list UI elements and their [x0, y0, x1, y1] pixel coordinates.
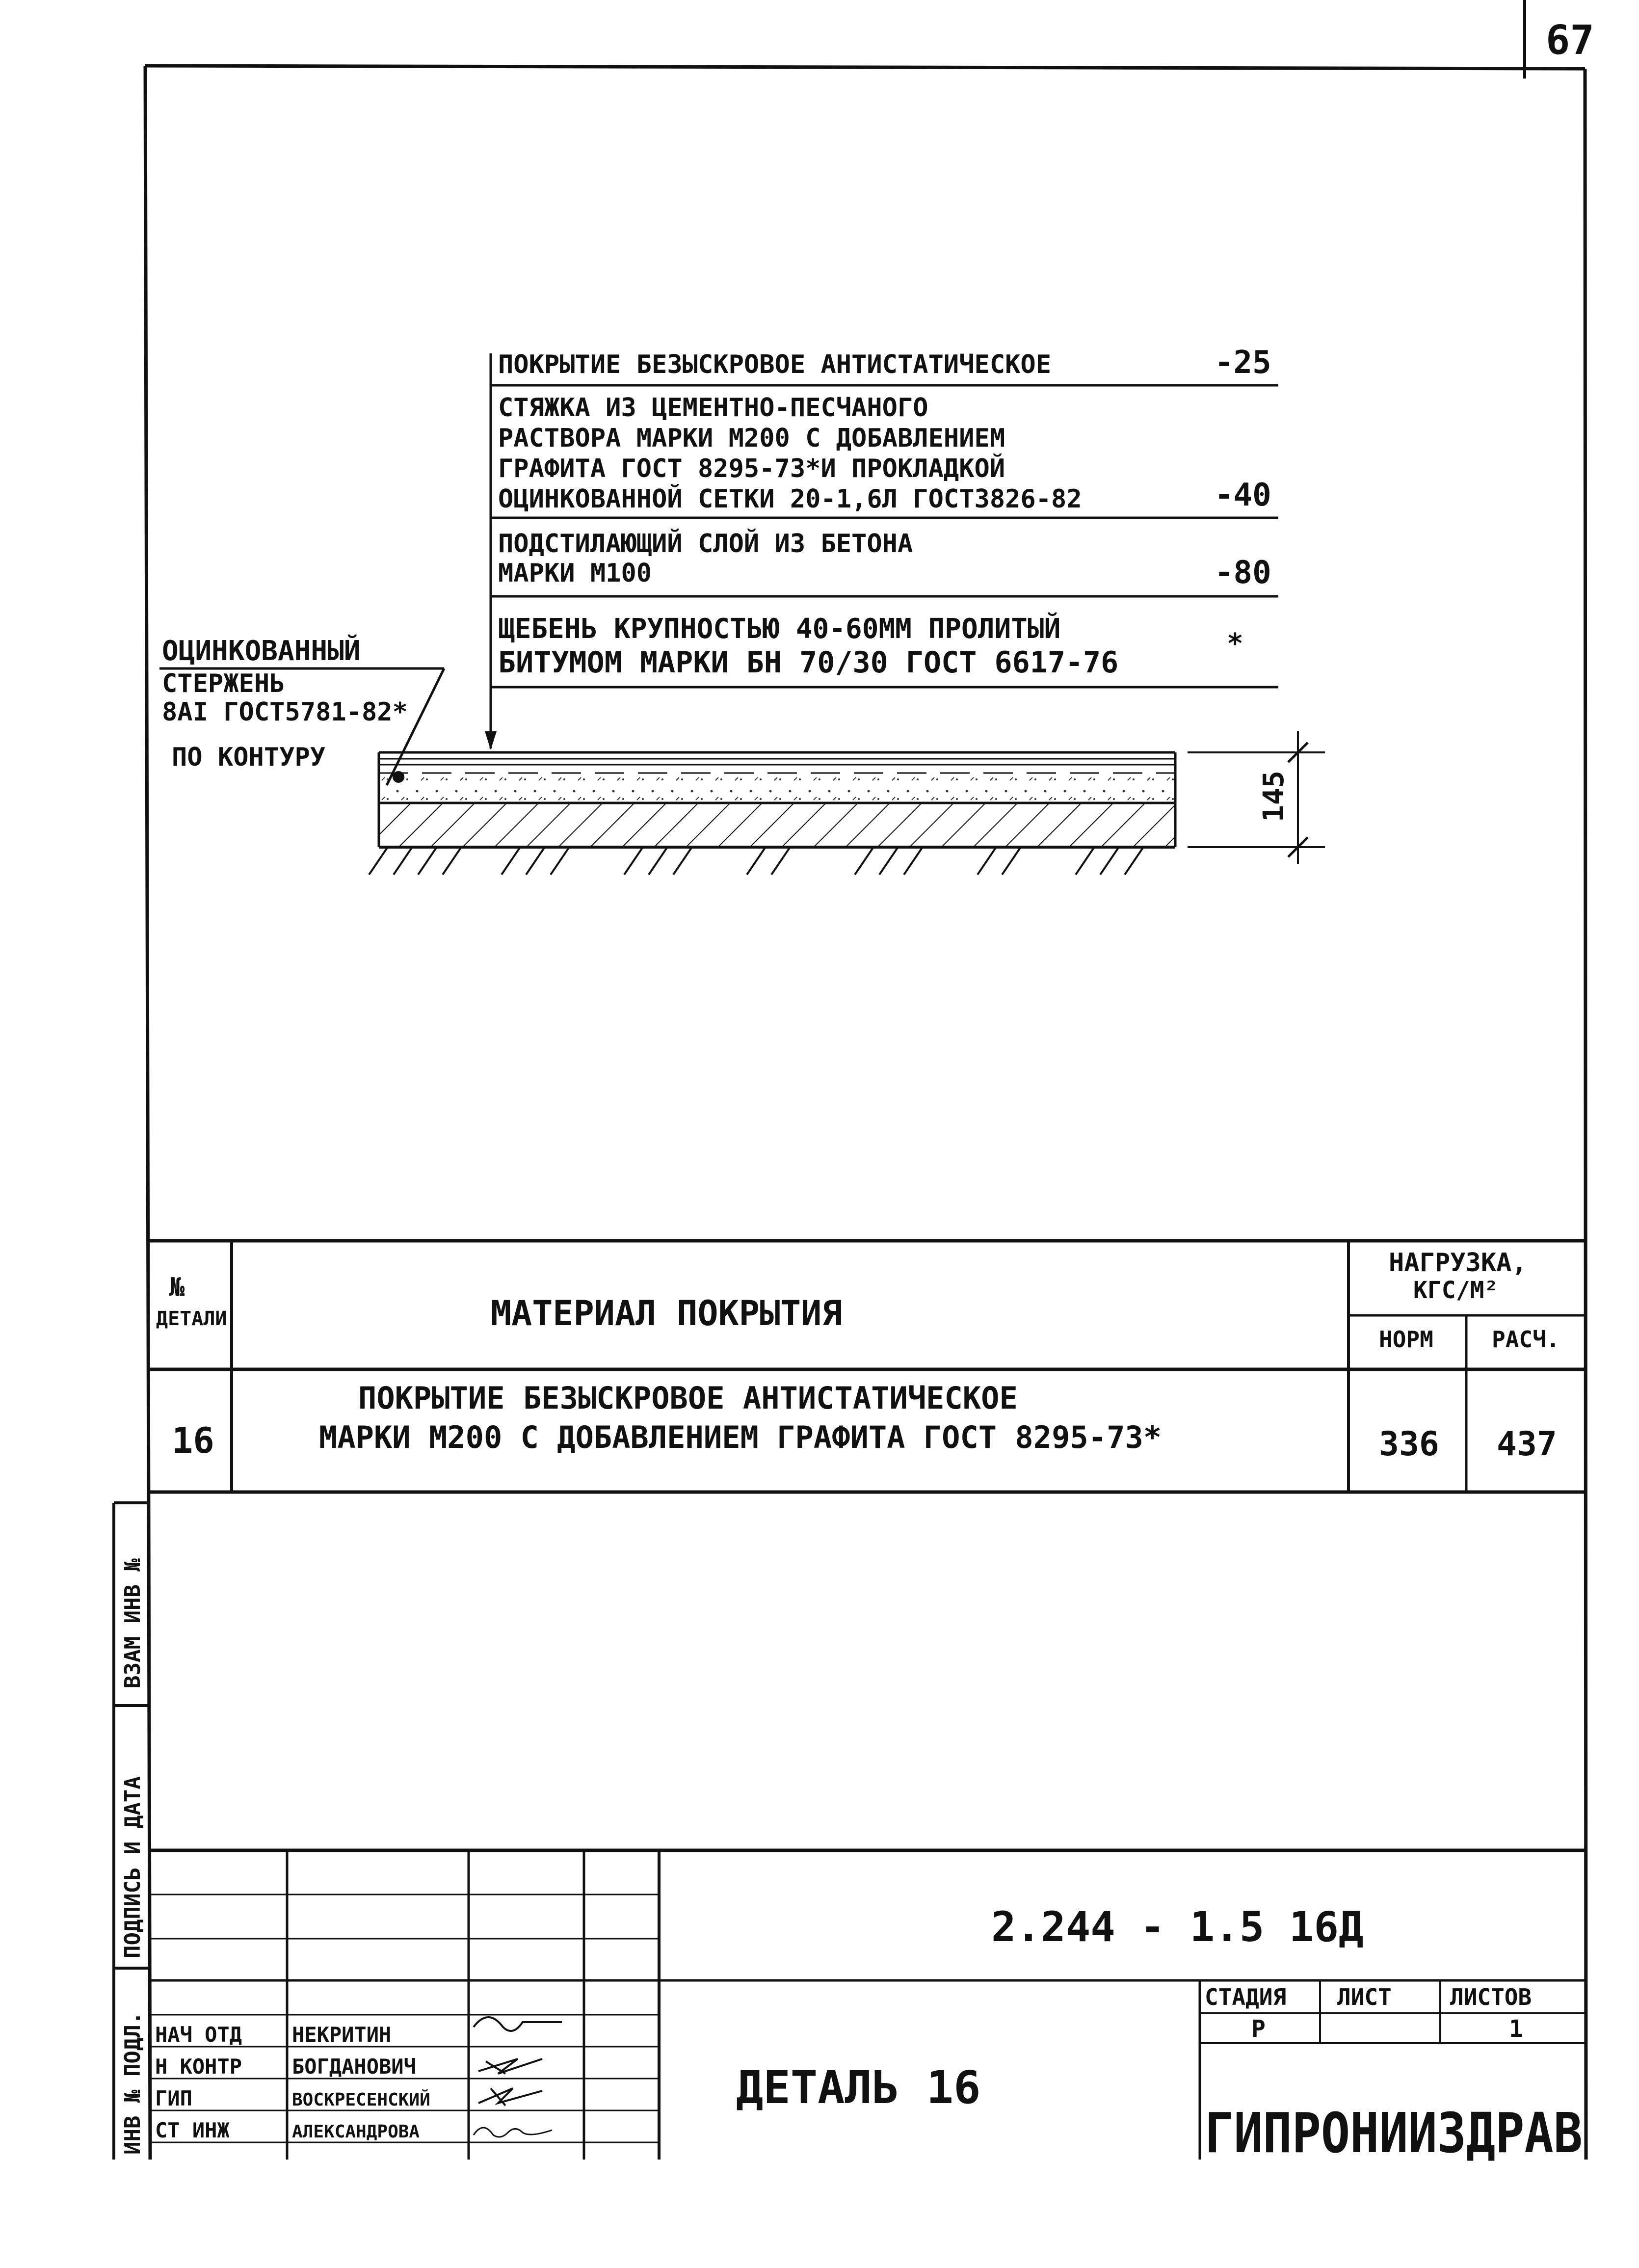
- row-calc: 437: [1497, 1425, 1557, 1464]
- layer-3-line-2: МАРКИ М100: [498, 559, 652, 588]
- col-load-line-1: НАГРУЗКА,: [1389, 1248, 1527, 1278]
- drawing-frame: [145, 66, 1586, 2160]
- rod-note-line-4: ПО КОНТУРУ: [172, 743, 326, 772]
- dimension-value: 145: [1257, 771, 1290, 822]
- layer-4-mark: *: [1227, 628, 1243, 660]
- doc-code: 2.244 - 1.5 16Д: [991, 1903, 1364, 1951]
- role-row-3: [155, 2086, 542, 2110]
- header-sheet: ЛИСТ: [1337, 1984, 1392, 2010]
- signature-1: [474, 2017, 562, 2031]
- role-row-1: [155, 2017, 562, 2047]
- row-material-line-2: МАРКИ М200 С ДОБАВЛЕНИЕМ ГРАФИТА ГОСТ 8295-73*: [319, 1419, 1162, 1455]
- rod-note: [159, 635, 444, 785]
- col-no-line-1: №: [169, 1273, 185, 1302]
- thickness-dimension: [1188, 731, 1325, 864]
- row-detail-no: 16: [172, 1420, 214, 1461]
- layer-2-line-1: СТЯЖКА ИЗ ЦЕМЕНТНО-ПЕСЧАНОГО: [498, 393, 928, 423]
- role-name: НЕКРИТИН: [292, 2023, 392, 2047]
- floor-section: [369, 752, 1175, 875]
- page-number: 67: [1546, 17, 1594, 64]
- drawing-title: ДЕТАЛЬ 16: [736, 2061, 981, 2114]
- layer-2-line-2: РАСТВОРА МАРКИ М200 С ДОБАВЛЕНИЕМ: [498, 424, 1005, 453]
- signature-2: [478, 2059, 542, 2074]
- rod-note-line-2: СТЕРЖЕНЬ: [162, 669, 285, 698]
- role-name: АЛЕКСАНДРОВА: [292, 2122, 420, 2142]
- layer-2-line-4: ОЦИНКОВАННОЙ СЕТКИ 20-1,6Л ГОСТ3826-82: [498, 484, 1082, 514]
- layer-4-line-2: БИТУМОМ МАРКИ БН 70/30 ГОСТ 6617-76: [498, 645, 1119, 680]
- organization: ГИПРОНИИЗДРАВ: [1205, 2102, 1583, 2165]
- layer-1: [498, 345, 1271, 381]
- side-stamp-inv-no: ИНВ № ПОДЛ.: [120, 2011, 145, 2155]
- rod-section-icon: [393, 771, 404, 783]
- side-stamp: [114, 1503, 150, 2160]
- rod-note-line-1: ОЦИНКОВАННЫЙ: [162, 635, 361, 667]
- layer-3-line-1: ПОДСТИЛАЮЩИЙ СЛОЙ ИЗ БЕТОНА: [498, 529, 913, 559]
- col-load-line-2: КГС/М²: [1413, 1277, 1499, 1304]
- layer-4: [498, 613, 1243, 680]
- row-material-line-1: ПОКРЫТИЕ БЕЗЫСКРОВОЕ АНТИСТАТИЧЕСКОЕ: [358, 1380, 1018, 1416]
- side-stamp-signature-date: ПОДПИСЬ И ДАТА: [120, 1776, 145, 1958]
- role-name: ВОСКРЕСЕНСКИЙ: [292, 2090, 430, 2110]
- role-name: БОГДАНОВИЧ: [292, 2055, 416, 2079]
- col-no-line-2: ДЕТАЛИ: [156, 1307, 227, 1330]
- signature-3: [478, 2088, 542, 2106]
- layer-3: [498, 529, 1271, 591]
- role-label: Н КОНТР: [155, 2055, 242, 2079]
- signature-4: [474, 2128, 552, 2137]
- role-label: ГИП: [155, 2086, 192, 2110]
- layer-1-thickness: -25: [1215, 345, 1271, 381]
- role-row-2: [155, 2055, 542, 2079]
- header-sheets: ЛИСТОВ: [1450, 1984, 1532, 2010]
- layer-2: [498, 393, 1271, 514]
- layer-callouts: [485, 345, 1278, 750]
- layer-1-text: ПОКРЫТИЕ БЕЗЫСКРОВОЕ АНТИСТАТИЧЕСКОЕ: [498, 350, 1052, 379]
- col-calc-header: РАСЧ.: [1492, 1326, 1560, 1353]
- material-table: [147, 1241, 1586, 1492]
- col-material-header: МАТЕРИАЛ ПОКРЫТИЯ: [491, 1293, 843, 1334]
- value-sheets: 1: [1509, 2015, 1523, 2043]
- row-norm: 336: [1379, 1425, 1439, 1464]
- layer-2-line-3: ГРАФИТА ГОСТ 8295-73*И ПРОКЛАДКОЙ: [498, 454, 1005, 483]
- role-label: НАЧ ОТД: [155, 2023, 242, 2047]
- value-stage: Р: [1251, 2015, 1266, 2043]
- header-stage: СТАДИЯ: [1205, 1984, 1287, 2010]
- col-norm-header: НОРМ: [1379, 1326, 1433, 1353]
- role-row-4: [155, 2118, 552, 2142]
- role-label: СТ ИНЖ: [155, 2118, 230, 2142]
- layer-3-thickness: -80: [1215, 555, 1271, 591]
- side-stamp-replace-inv: ВЗАМ ИНВ №: [120, 1558, 145, 1688]
- layer-4-line-1: ЩЕБЕНЬ КРУПНОСТЬЮ 40-60ММ ПРОЛИТЫЙ: [498, 613, 1061, 645]
- title-block: [150, 1850, 1586, 2165]
- page-number-box: [1525, 0, 1594, 79]
- layer-2-thickness: -40: [1215, 477, 1271, 513]
- rod-note-line-3: 8АI ГОСТ5781-82*: [162, 697, 408, 727]
